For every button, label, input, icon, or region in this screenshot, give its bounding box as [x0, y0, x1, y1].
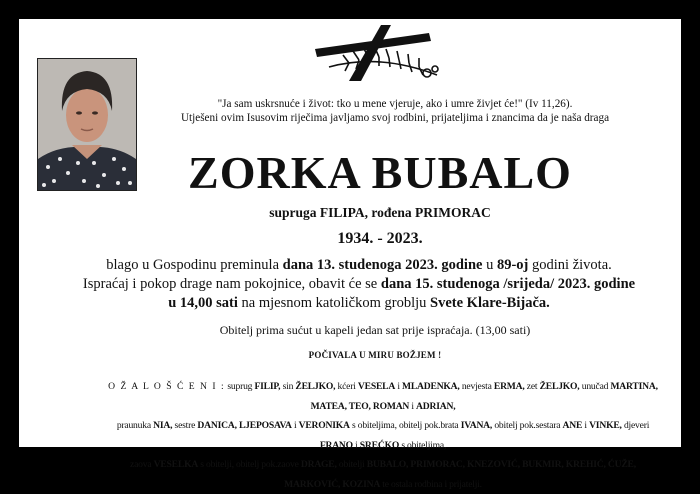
- mourner-text: unučad: [581, 381, 609, 392]
- mourner-name: SREĆKO: [359, 439, 400, 451]
- mourner-text: obitelj pok.sestara: [494, 420, 561, 431]
- mourner-text: praunuka: [116, 420, 151, 431]
- death-line: [59, 256, 659, 275]
- mourner-text: te ostala rodbina i prijatelji.: [382, 478, 482, 490]
- mourner-name: ANE: [562, 420, 583, 431]
- funeral-date: dana 15. studenoga /srijeda/ 2023. godine: [380, 276, 636, 292]
- condolence-notice: Obitelj prima sućut u kapeli jedan sat prije ispraćaja. (13,00 sati): [219, 323, 531, 337]
- mourner-text: nevjesta: [461, 381, 492, 392]
- death-text: blago u Gospodinu preminula: [106, 257, 280, 273]
- funeral-text-mid: na mjesnom katoličkom groblju: [241, 295, 427, 311]
- mourner-name: DANICA, LJEPOSAVA: [197, 420, 292, 431]
- obituary-card: [19, 19, 681, 490]
- cross-with-branch-icon: [309, 23, 449, 83]
- mourner-name: VINKE,: [589, 420, 622, 431]
- mourner-text: i: [293, 420, 297, 431]
- death-age: 89-oj: [496, 257, 529, 273]
- mourner-text: sin: [282, 381, 294, 392]
- funeral-text: Ispraćaj i pokop drage nam pokojnice, obavit će se: [82, 276, 378, 292]
- mourner-name: IVANA,: [460, 420, 493, 431]
- death-date: dana 13. studenoga 2023. godine: [282, 257, 483, 273]
- mourner-name: VESELA: [357, 381, 396, 392]
- deceased-name: ZORKA BUBALO: [188, 147, 572, 198]
- mourner-text: kćeri: [337, 381, 356, 392]
- mourner-text: s obiteljima, obitelj pok.brata: [351, 420, 459, 431]
- scripture-quote: [135, 97, 655, 125]
- mourner-text: i: [411, 400, 414, 412]
- mourner-name: VESELKA: [153, 459, 199, 470]
- mourner-text: zet: [526, 381, 538, 392]
- mourner-text: i: [355, 439, 358, 451]
- mourner-name: ADRIAN,: [416, 400, 456, 412]
- mourner-text: djeveri: [623, 420, 650, 431]
- mourner-text: suprug: [227, 381, 253, 392]
- mourner-text: s obitelji, obitelj pok.zaove: [200, 459, 299, 470]
- mourner-text: i: [584, 420, 587, 431]
- mourners-list: [105, 377, 661, 494]
- life-years: 1934. - 2023.: [337, 230, 423, 247]
- mourner-name: BUBALO, PRIMORAC, KNEZOVIĆ, BUKMIR, KREHIĆ, ĆUŽE, MARKOVIĆ, KOZINA: [284, 459, 636, 490]
- mourner-name: FILIP,: [254, 381, 281, 392]
- mourner-name: ŽELJKO,: [295, 381, 336, 392]
- mourner-name: ŽELJKO,: [539, 381, 580, 392]
- mourner-name: MLADENKA,: [401, 381, 460, 392]
- mourner-name: DRAGE,: [300, 459, 337, 470]
- mourner-name: MARTINA, MATEA, TEO, ROMAN: [310, 381, 658, 412]
- mourner-name: FRANO: [319, 439, 353, 451]
- funeral-place: Svete Klare-Bijača.: [430, 295, 550, 311]
- death-text-post: godini života.: [532, 257, 612, 273]
- mourner-name: ERMA,: [493, 381, 525, 392]
- mourner-name: NIA,: [153, 420, 173, 431]
- spouse-line: supruga FILIPA, rođena PRIMORAC: [269, 205, 491, 220]
- mourner-text: zaova: [130, 459, 152, 470]
- funeral-time: u 14,00 sati: [168, 295, 238, 311]
- funeral-place-line: [59, 294, 659, 313]
- mourner-text: i: [397, 381, 400, 392]
- mourner-text: sestre: [174, 420, 196, 431]
- mourner-name: VERONIKA: [298, 420, 350, 431]
- quote-line-2: Utješeni ovim Isusovim riječima javljamo svoj rodbini, prijateljima i znancima da je naša draga: [180, 112, 610, 124]
- rest-in-peace: POČIVALA U MIRU BOŽJEM !: [308, 350, 442, 360]
- quote-line-1: "Ja sam uskrsnuće i život: tko u mene vjeruje, ako i umre živjet će!" (Iv 11,26).: [217, 98, 573, 110]
- mourners-heading: O Ž A L O Š Ć E N I :: [108, 381, 226, 392]
- mourner-text: s obiteljima,: [401, 439, 447, 451]
- announcement-text: [59, 256, 659, 313]
- mourner-text: obitelji: [338, 459, 365, 470]
- funeral-line: [59, 275, 659, 294]
- death-text-mid: u: [486, 257, 494, 273]
